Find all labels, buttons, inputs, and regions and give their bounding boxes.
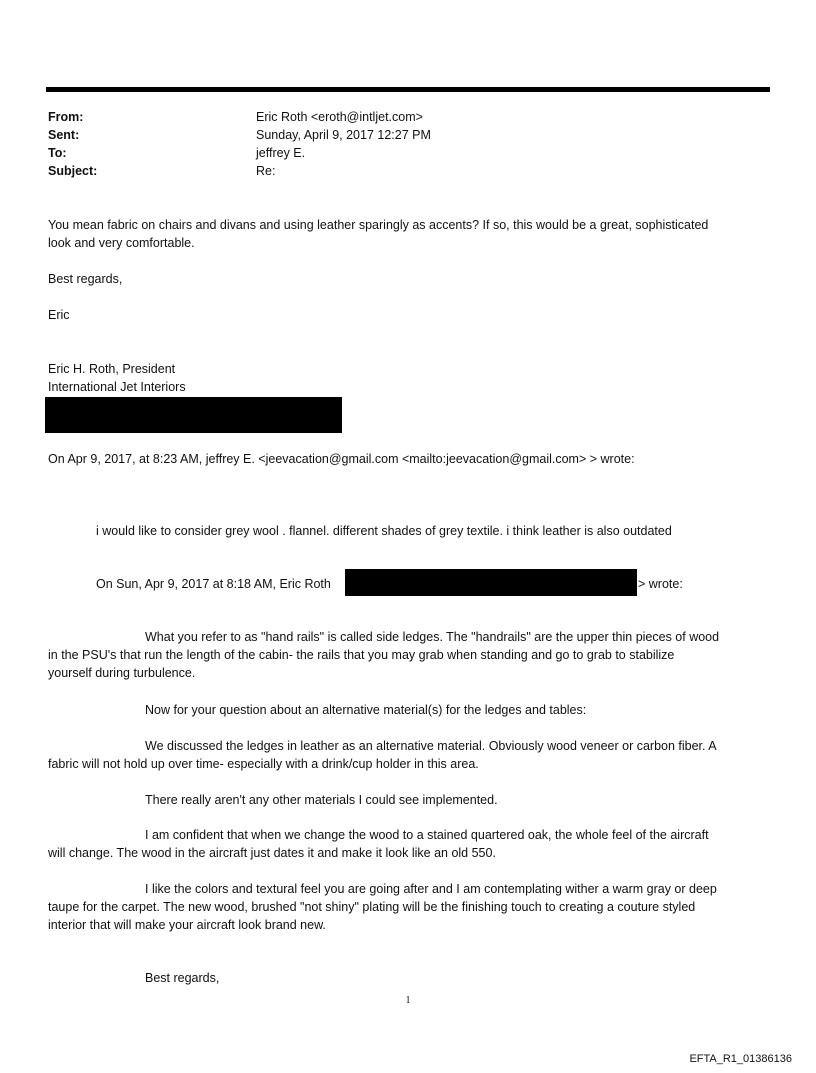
redaction-block-signature — [45, 397, 342, 433]
quoted2-closing: Best regards, — [145, 971, 220, 985]
sent-label: Sent: — [48, 128, 80, 142]
reply-closing: Best regards, — [48, 272, 123, 286]
subject-value: Re: — [256, 164, 276, 178]
quoted-header-2-suffix: > wrote: — [638, 577, 683, 591]
document-id: EFTA_R1_01386136 — [689, 1053, 792, 1065]
para3-line-2: fabric will not hold up over time- especially with a drink/cup holder in this area. — [48, 757, 479, 771]
to-value: jeffrey E. — [256, 146, 306, 160]
sent-value: Sunday, April 9, 2017 12:27 PM — [256, 128, 431, 142]
page-number: 1 — [405, 995, 411, 1006]
para5-line-2: will change. The wood in the aircraft just dates it and make it look like an old 550. — [48, 846, 496, 860]
para5-line-1: I am confident that when we change the wood to a stained quartered oak, the whole feel of the aircraft — [145, 828, 709, 842]
quoted-body-1: i would like to consider grey wool . flannel. different shades of grey textile. i think leather is also outdated — [96, 524, 672, 538]
signature-company: International Jet Interiors — [48, 380, 186, 394]
from-value: Eric Roth <eroth@intljet.com> — [256, 110, 423, 124]
para3-line-1: We discussed the ledges in leather as an alternative material. Obviously wood veneer or carbon fiber. A — [145, 739, 717, 753]
para6-line-3: interior that will make your aircraft look brand new. — [48, 918, 326, 932]
para6-line-1: I like the colors and textural feel you are going after and I am contemplating wither a warm gray or deep — [145, 882, 717, 896]
reply-body-line-2: look and very comfortable. — [48, 236, 195, 250]
subject-label: Subject: — [48, 164, 98, 178]
redaction-block-email — [345, 569, 637, 596]
para2: Now for your question about an alternative material(s) for the ledges and tables: — [145, 703, 587, 717]
reply-body-line-1: You mean fabric on chairs and divans and using leather sparingly as accents? If so, this would be a great, sophisticated — [48, 218, 709, 232]
signature-name: Eric H. Roth, President — [48, 362, 176, 376]
para6-line-2: taupe for the carpet. The new wood, brushed "not shiny" plating will be the finishing touch to creating a couture styled — [48, 900, 696, 914]
para4: There really aren't any other materials I could see implemented. — [145, 793, 498, 807]
para1-line-1: What you refer to as "hand rails" is called side ledges. The "handrails" are the upper thin pieces of wood — [145, 630, 720, 644]
quoted-header-2-prefix: On Sun, Apr 9, 2017 at 8:18 AM, Eric Roth — [96, 577, 331, 591]
header-rule — [46, 87, 770, 92]
para1-line-2: in the PSU's that run the length of the cabin- the rails that you may grab when standing and go to grab to stabilize — [48, 648, 675, 662]
to-label: To: — [48, 146, 67, 160]
para1-line-3: yourself during turbulence. — [48, 666, 196, 680]
quoted-header-1: On Apr 9, 2017, at 8:23 AM, jeffrey E. <jeevacation@gmail.com <mailto:jeevacation@gmail.com> > wrote: — [48, 452, 635, 466]
from-label: From: — [48, 110, 84, 124]
reply-name: Eric — [48, 308, 70, 322]
